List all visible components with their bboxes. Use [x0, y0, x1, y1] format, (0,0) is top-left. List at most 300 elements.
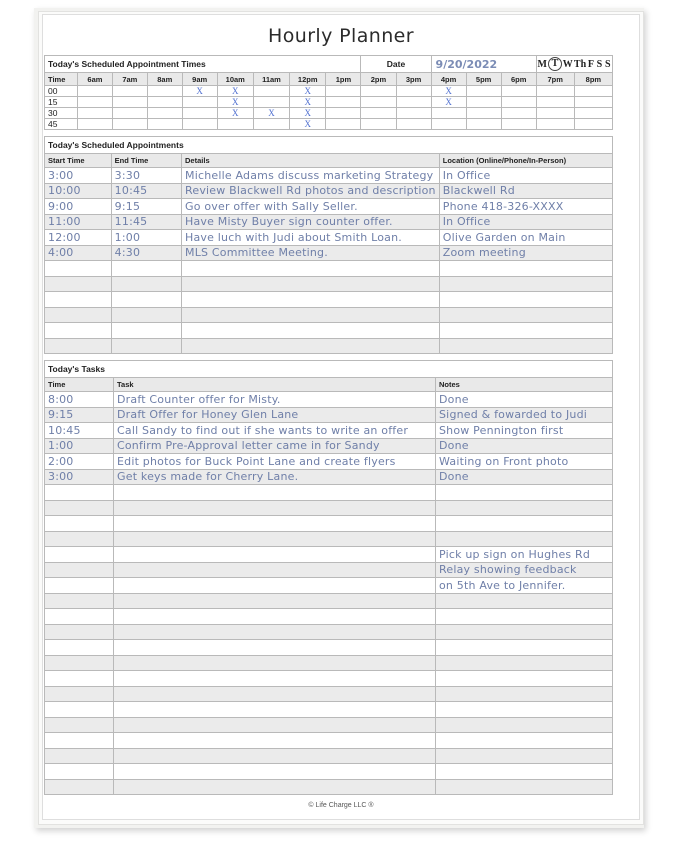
times-cell[interactable]	[77, 108, 112, 119]
task-row	[45, 454, 613, 470]
times-cell[interactable]: X	[217, 86, 253, 97]
task-notes[interactable]	[436, 423, 613, 439]
appointment-end-time[interactable]	[111, 199, 181, 215]
date-label: Date	[361, 56, 431, 73]
times-cell[interactable]: X	[182, 86, 217, 97]
appointment-location[interactable]	[439, 261, 612, 277]
task-row	[45, 733, 613, 749]
appointment-start-time-text: 11:00	[48, 215, 81, 229]
appointment-details-text: Go over offer with Sally Seller.	[185, 199, 358, 213]
task-time[interactable]	[45, 562, 114, 578]
task-time-text: 1:00	[48, 439, 74, 453]
task-time[interactable]	[45, 609, 114, 625]
times-hour-7pm: 7pm	[536, 73, 574, 86]
times-cell[interactable]	[536, 108, 574, 119]
times-hour-6am: 6am	[77, 73, 112, 86]
task-notes[interactable]	[436, 640, 613, 656]
day-th[interactable]: Th	[573, 58, 587, 70]
task-description[interactable]	[114, 733, 436, 749]
col-notes: Notes	[436, 378, 613, 392]
task-time[interactable]	[45, 454, 114, 470]
task-time-text: 2:00	[48, 454, 74, 468]
appointment-end-time[interactable]	[111, 307, 181, 323]
task-description[interactable]	[114, 516, 436, 532]
task-description[interactable]	[114, 469, 436, 485]
appointment-end-time[interactable]	[111, 245, 181, 261]
appointment-row	[45, 168, 613, 184]
times-cell[interactable]	[112, 86, 147, 97]
appointment-location[interactable]	[439, 230, 612, 246]
task-description[interactable]	[114, 500, 436, 516]
appointment-location-text: Phone 418-326-XXXX	[442, 199, 564, 213]
scheduled-times-title: Today's Scheduled Appointment Times	[45, 56, 361, 73]
times-cell[interactable]	[77, 119, 112, 130]
times-cell[interactable]	[396, 119, 431, 130]
task-description[interactable]	[114, 562, 436, 578]
appointment-end-time-text: 3:30	[114, 168, 141, 182]
appointment-details[interactable]	[182, 338, 440, 354]
times-cell[interactable]	[501, 86, 536, 97]
task-time[interactable]	[45, 547, 114, 563]
task-notes[interactable]	[436, 578, 613, 594]
times-cell[interactable]	[361, 86, 396, 97]
times-cell[interactable]	[147, 108, 182, 119]
appointment-location-text: Blackwell Rd	[442, 184, 515, 198]
task-notes[interactable]	[436, 717, 613, 733]
times-cell[interactable]: X	[217, 97, 253, 108]
task-description[interactable]	[114, 423, 436, 439]
task-notes[interactable]	[436, 531, 613, 547]
day-f[interactable]: F	[587, 58, 594, 70]
task-notes[interactable]	[436, 686, 613, 702]
tasks-rows	[45, 392, 613, 795]
task-notes[interactable]	[436, 655, 613, 671]
task-notes[interactable]	[436, 500, 613, 516]
appointment-start-time[interactable]	[45, 292, 112, 308]
times-cell[interactable]	[466, 97, 501, 108]
appointment-details-text: Have luch with Judi about Smith Loan.	[185, 230, 402, 244]
task-time[interactable]	[45, 469, 114, 485]
times-cell[interactable]	[501, 97, 536, 108]
task-description[interactable]	[114, 671, 436, 687]
appointment-start-time[interactable]	[45, 199, 112, 215]
task-time[interactable]	[45, 423, 114, 439]
task-time[interactable]	[45, 485, 114, 501]
times-cell[interactable]: X	[290, 108, 326, 119]
task-time[interactable]	[45, 702, 114, 718]
task-description[interactable]	[114, 438, 436, 454]
scheduled-times-grid	[45, 73, 613, 130]
times-cell[interactable]	[396, 108, 431, 119]
appointment-details[interactable]	[182, 323, 440, 339]
appointment-details[interactable]	[182, 214, 440, 230]
times-cell[interactable]	[182, 97, 217, 108]
times-cell[interactable]	[326, 86, 361, 97]
times-cell[interactable]: X	[290, 86, 326, 97]
appointment-end-time[interactable]	[111, 276, 181, 292]
col-details: Details	[182, 154, 440, 168]
times-cell[interactable]	[396, 97, 431, 108]
appointment-end-time[interactable]	[111, 338, 181, 354]
date-value: 9/20/2022	[435, 57, 498, 71]
task-description[interactable]	[114, 547, 436, 563]
times-cell[interactable]	[361, 97, 396, 108]
times-row-label: 30	[45, 108, 78, 119]
scheduled-times-table	[44, 55, 613, 130]
task-row	[45, 516, 613, 532]
task-time[interactable]	[45, 407, 114, 423]
day-m[interactable]: M	[537, 58, 547, 70]
appointment-row	[45, 199, 613, 215]
appointment-location[interactable]	[439, 183, 612, 199]
times-cell[interactable]	[147, 97, 182, 108]
times-cell[interactable]: X	[431, 97, 466, 108]
task-notes[interactable]	[436, 469, 613, 485]
appointments-header-row	[45, 137, 613, 154]
col-start-time: Start Time	[45, 154, 112, 168]
task-notes[interactable]	[436, 624, 613, 640]
task-time[interactable]	[45, 655, 114, 671]
task-time[interactable]	[45, 640, 114, 656]
appointment-location[interactable]	[439, 292, 612, 308]
appointments-table	[44, 136, 613, 354]
times-hour-4pm: 4pm	[431, 73, 466, 86]
appointment-start-time[interactable]	[45, 168, 112, 184]
appointment-details[interactable]	[182, 199, 440, 215]
task-row	[45, 438, 613, 454]
task-description[interactable]	[114, 624, 436, 640]
task-row	[45, 717, 613, 733]
task-notes-text: Relay showing feedback	[439, 563, 577, 577]
times-cell[interactable]	[182, 108, 217, 119]
task-time-text: 10:45	[48, 423, 81, 437]
appointment-details[interactable]	[182, 230, 440, 246]
task-time[interactable]	[45, 671, 114, 687]
task-description[interactable]	[114, 640, 436, 656]
task-description[interactable]	[114, 748, 436, 764]
appointment-end-time[interactable]	[111, 261, 181, 277]
appointment-location[interactable]	[439, 276, 612, 292]
times-cell[interactable]	[431, 119, 466, 130]
appointment-location[interactable]	[439, 214, 612, 230]
times-col-label: Time	[45, 73, 78, 86]
appointments-column-row	[45, 154, 613, 168]
times-cell[interactable]	[112, 119, 147, 130]
task-description-text: Draft Counter offer for Misty.	[117, 392, 281, 406]
appointment-start-time-text: 9:00	[48, 199, 74, 213]
tasks-column-row	[45, 378, 613, 392]
appointment-details[interactable]	[182, 307, 440, 323]
appointment-start-time[interactable]	[45, 276, 112, 292]
task-row	[45, 423, 613, 439]
task-description[interactable]	[114, 609, 436, 625]
task-time[interactable]	[45, 779, 114, 795]
task-notes[interactable]	[436, 609, 613, 625]
task-row	[45, 562, 613, 578]
task-description[interactable]	[114, 578, 436, 594]
appointment-row	[45, 276, 613, 292]
task-description-text: Call Sandy to find out if she wants to write an offer	[117, 423, 409, 437]
task-time[interactable]	[45, 748, 114, 764]
times-cell[interactable]	[326, 97, 361, 108]
times-cell[interactable]: X	[431, 86, 466, 97]
task-description[interactable]	[114, 655, 436, 671]
appointment-start-time[interactable]	[45, 338, 112, 354]
task-notes-text: Done	[439, 439, 469, 453]
times-cell[interactable]	[77, 97, 112, 108]
task-notes[interactable]	[436, 485, 613, 501]
times-cell[interactable]: X	[253, 108, 289, 119]
task-time[interactable]	[45, 593, 114, 609]
task-row	[45, 547, 613, 563]
appointment-start-time-text: 4:00	[48, 246, 74, 260]
appointment-start-time[interactable]	[45, 230, 112, 246]
task-time[interactable]	[45, 500, 114, 516]
times-cell[interactable]	[501, 119, 536, 130]
task-description[interactable]	[114, 779, 436, 795]
task-time[interactable]	[45, 438, 114, 454]
appointment-location-text: Zoom meeting	[442, 246, 526, 260]
appointment-details[interactable]	[182, 168, 440, 184]
times-cell[interactable]	[326, 108, 361, 119]
task-notes[interactable]	[436, 547, 613, 563]
times-hour-7am: 7am	[112, 73, 147, 86]
times-cell[interactable]	[574, 119, 612, 130]
times-hour-12pm: 12pm	[290, 73, 326, 86]
appointment-location[interactable]	[439, 168, 612, 184]
times-cell[interactable]	[112, 108, 147, 119]
times-cell[interactable]	[466, 119, 501, 130]
times-cell[interactable]	[147, 86, 182, 97]
times-row-label: 15	[45, 97, 78, 108]
day-t[interactable]: T	[548, 57, 562, 71]
task-description-text: Confirm Pre-Approval letter came in for Sandy	[117, 439, 380, 453]
task-description[interactable]	[114, 593, 436, 609]
day-sa[interactable]: S	[596, 58, 603, 70]
task-notes[interactable]	[436, 764, 613, 780]
task-row	[45, 686, 613, 702]
appointment-row	[45, 307, 613, 323]
task-row	[45, 748, 613, 764]
appointment-location[interactable]	[439, 245, 612, 261]
times-hour-header	[45, 73, 613, 86]
task-time[interactable]	[45, 392, 114, 408]
times-hour-8pm: 8pm	[574, 73, 612, 86]
times-cell[interactable]	[112, 97, 147, 108]
times-row-label: 00	[45, 86, 78, 97]
task-row	[45, 624, 613, 640]
task-notes[interactable]	[436, 562, 613, 578]
task-notes[interactable]	[436, 593, 613, 609]
times-cell[interactable]	[253, 119, 289, 130]
task-notes[interactable]	[436, 438, 613, 454]
appointment-location-text: In Office	[442, 168, 491, 182]
appointment-row	[45, 183, 613, 199]
task-description-text: Edit photos for Buck Point Lane and create flyers	[117, 454, 396, 468]
col-location: Location (Online/Phone/In-Person)	[439, 154, 612, 168]
times-hour-1pm: 1pm	[326, 73, 361, 86]
appointment-end-time[interactable]	[111, 323, 181, 339]
appointment-location-text: In Office	[442, 215, 491, 229]
times-cell[interactable]	[431, 108, 466, 119]
times-hour-11am: 11am	[253, 73, 289, 86]
task-time-text: 8:00	[48, 392, 74, 406]
times-hour-2pm: 2pm	[361, 73, 396, 86]
appointment-end-time-text: 9:15	[114, 199, 141, 213]
scheduled-times-header-row	[45, 56, 613, 73]
task-description[interactable]	[114, 764, 436, 780]
appointment-end-time[interactable]	[111, 183, 181, 199]
task-description[interactable]	[114, 407, 436, 423]
days-of-week[interactable]	[536, 56, 612, 73]
tasks-table	[44, 360, 613, 795]
task-row	[45, 640, 613, 656]
appointment-start-time[interactable]	[45, 183, 112, 199]
times-hour-8am: 8am	[147, 73, 182, 86]
times-cell[interactable]	[536, 119, 574, 130]
times-cell[interactable]	[182, 119, 217, 130]
appointment-location-text: Olive Garden on Main	[442, 230, 566, 244]
task-notes[interactable]	[436, 392, 613, 408]
task-notes[interactable]	[436, 516, 613, 532]
times-cell[interactable]: X	[290, 119, 326, 130]
times-cell[interactable]	[217, 119, 253, 130]
task-notes-text: Signed & fowarded to Judi	[439, 408, 588, 422]
date-value-cell[interactable]	[431, 56, 536, 73]
appointment-start-time-text: 10:00	[48, 184, 81, 198]
task-time[interactable]	[45, 531, 114, 547]
task-time[interactable]	[45, 516, 114, 532]
times-cell[interactable]: X	[290, 97, 326, 108]
times-row-00	[45, 86, 613, 97]
times-cell[interactable]	[361, 108, 396, 119]
appointment-location[interactable]	[439, 338, 612, 354]
task-time[interactable]	[45, 733, 114, 749]
appointment-location[interactable]	[439, 307, 612, 323]
day-w[interactable]: W	[562, 58, 573, 70]
task-notes[interactable]	[436, 733, 613, 749]
task-time[interactable]	[45, 686, 114, 702]
times-cell[interactable]	[574, 86, 612, 97]
times-cell[interactable]	[253, 86, 289, 97]
appointment-start-time-text: 3:00	[48, 168, 74, 182]
task-notes[interactable]	[436, 671, 613, 687]
appointment-end-time[interactable]	[111, 214, 181, 230]
task-row	[45, 702, 613, 718]
appointment-start-time-text: 12:00	[48, 230, 81, 244]
appointment-row	[45, 245, 613, 261]
day-su[interactable]: S	[605, 58, 611, 70]
appointment-end-time[interactable]	[111, 168, 181, 184]
times-hour-6pm: 6pm	[501, 73, 536, 86]
task-description[interactable]	[114, 702, 436, 718]
appointment-details[interactable]	[182, 261, 440, 277]
appointment-details[interactable]	[182, 245, 440, 261]
task-time[interactable]	[45, 578, 114, 594]
task-description[interactable]	[114, 686, 436, 702]
planner-content	[44, 55, 613, 795]
appointment-start-time[interactable]	[45, 214, 112, 230]
task-time-text: 3:00	[48, 470, 74, 484]
times-cell[interactable]	[147, 119, 182, 130]
task-time-text: 9:15	[48, 408, 74, 422]
task-row	[45, 500, 613, 516]
col-end-time: End Time	[111, 154, 181, 168]
tasks-title: Today's Tasks	[45, 361, 613, 378]
task-notes[interactable]	[436, 454, 613, 470]
times-cell[interactable]	[574, 108, 612, 119]
task-time[interactable]	[45, 717, 114, 733]
task-row	[45, 485, 613, 501]
times-cell[interactable]	[326, 119, 361, 130]
times-cell[interactable]	[253, 97, 289, 108]
times-cell[interactable]	[536, 97, 574, 108]
appointment-end-time[interactable]	[111, 230, 181, 246]
appointment-start-time[interactable]	[45, 307, 112, 323]
footer-copyright: © Life Charge LLC ®	[308, 802, 374, 809]
appointment-end-time[interactable]	[111, 292, 181, 308]
task-notes[interactable]	[436, 407, 613, 423]
times-cell[interactable]	[574, 97, 612, 108]
times-cell[interactable]	[466, 108, 501, 119]
task-row	[45, 407, 613, 423]
times-cell[interactable]	[466, 86, 501, 97]
times-cell[interactable]: X	[217, 108, 253, 119]
appointment-end-time-text: 1:00	[114, 230, 141, 244]
appointment-location[interactable]	[439, 199, 612, 215]
appointment-row	[45, 338, 613, 354]
appointment-start-time[interactable]	[45, 323, 112, 339]
task-notes-text: Show Pennington first	[439, 423, 564, 437]
task-row	[45, 392, 613, 408]
task-notes-text: Done	[439, 470, 469, 484]
col-task-time: Time	[45, 378, 114, 392]
appointment-details-text: Review Blackwell Rd photos and description	[185, 184, 436, 198]
appointment-details[interactable]	[182, 276, 440, 292]
task-description[interactable]	[114, 531, 436, 547]
times-cell[interactable]	[396, 86, 431, 97]
appointment-start-time[interactable]	[45, 245, 112, 261]
appointment-details[interactable]	[182, 292, 440, 308]
task-notes-text: Waiting on Front photo	[439, 454, 569, 468]
col-task: Task	[114, 378, 436, 392]
appointment-end-time-text: 11:45	[114, 215, 148, 229]
times-cell[interactable]	[361, 119, 396, 130]
task-notes[interactable]	[436, 779, 613, 795]
times-cell[interactable]	[536, 86, 574, 97]
appointment-location[interactable]	[439, 323, 612, 339]
task-notes[interactable]	[436, 748, 613, 764]
task-time[interactable]	[45, 764, 114, 780]
times-row-30	[45, 108, 613, 119]
appointment-start-time[interactable]	[45, 261, 112, 277]
task-description[interactable]	[114, 717, 436, 733]
task-row	[45, 578, 613, 594]
task-row	[45, 655, 613, 671]
task-description[interactable]	[114, 392, 436, 408]
task-notes-text: Done	[439, 392, 469, 406]
task-row	[45, 469, 613, 485]
times-row-45	[45, 119, 613, 130]
task-notes[interactable]	[436, 702, 613, 718]
appointment-details[interactable]	[182, 183, 440, 199]
task-time[interactable]	[45, 624, 114, 640]
task-description[interactable]	[114, 454, 436, 470]
times-cell[interactable]	[77, 86, 112, 97]
task-description[interactable]	[114, 485, 436, 501]
times-cell[interactable]	[501, 108, 536, 119]
appointment-row	[45, 292, 613, 308]
